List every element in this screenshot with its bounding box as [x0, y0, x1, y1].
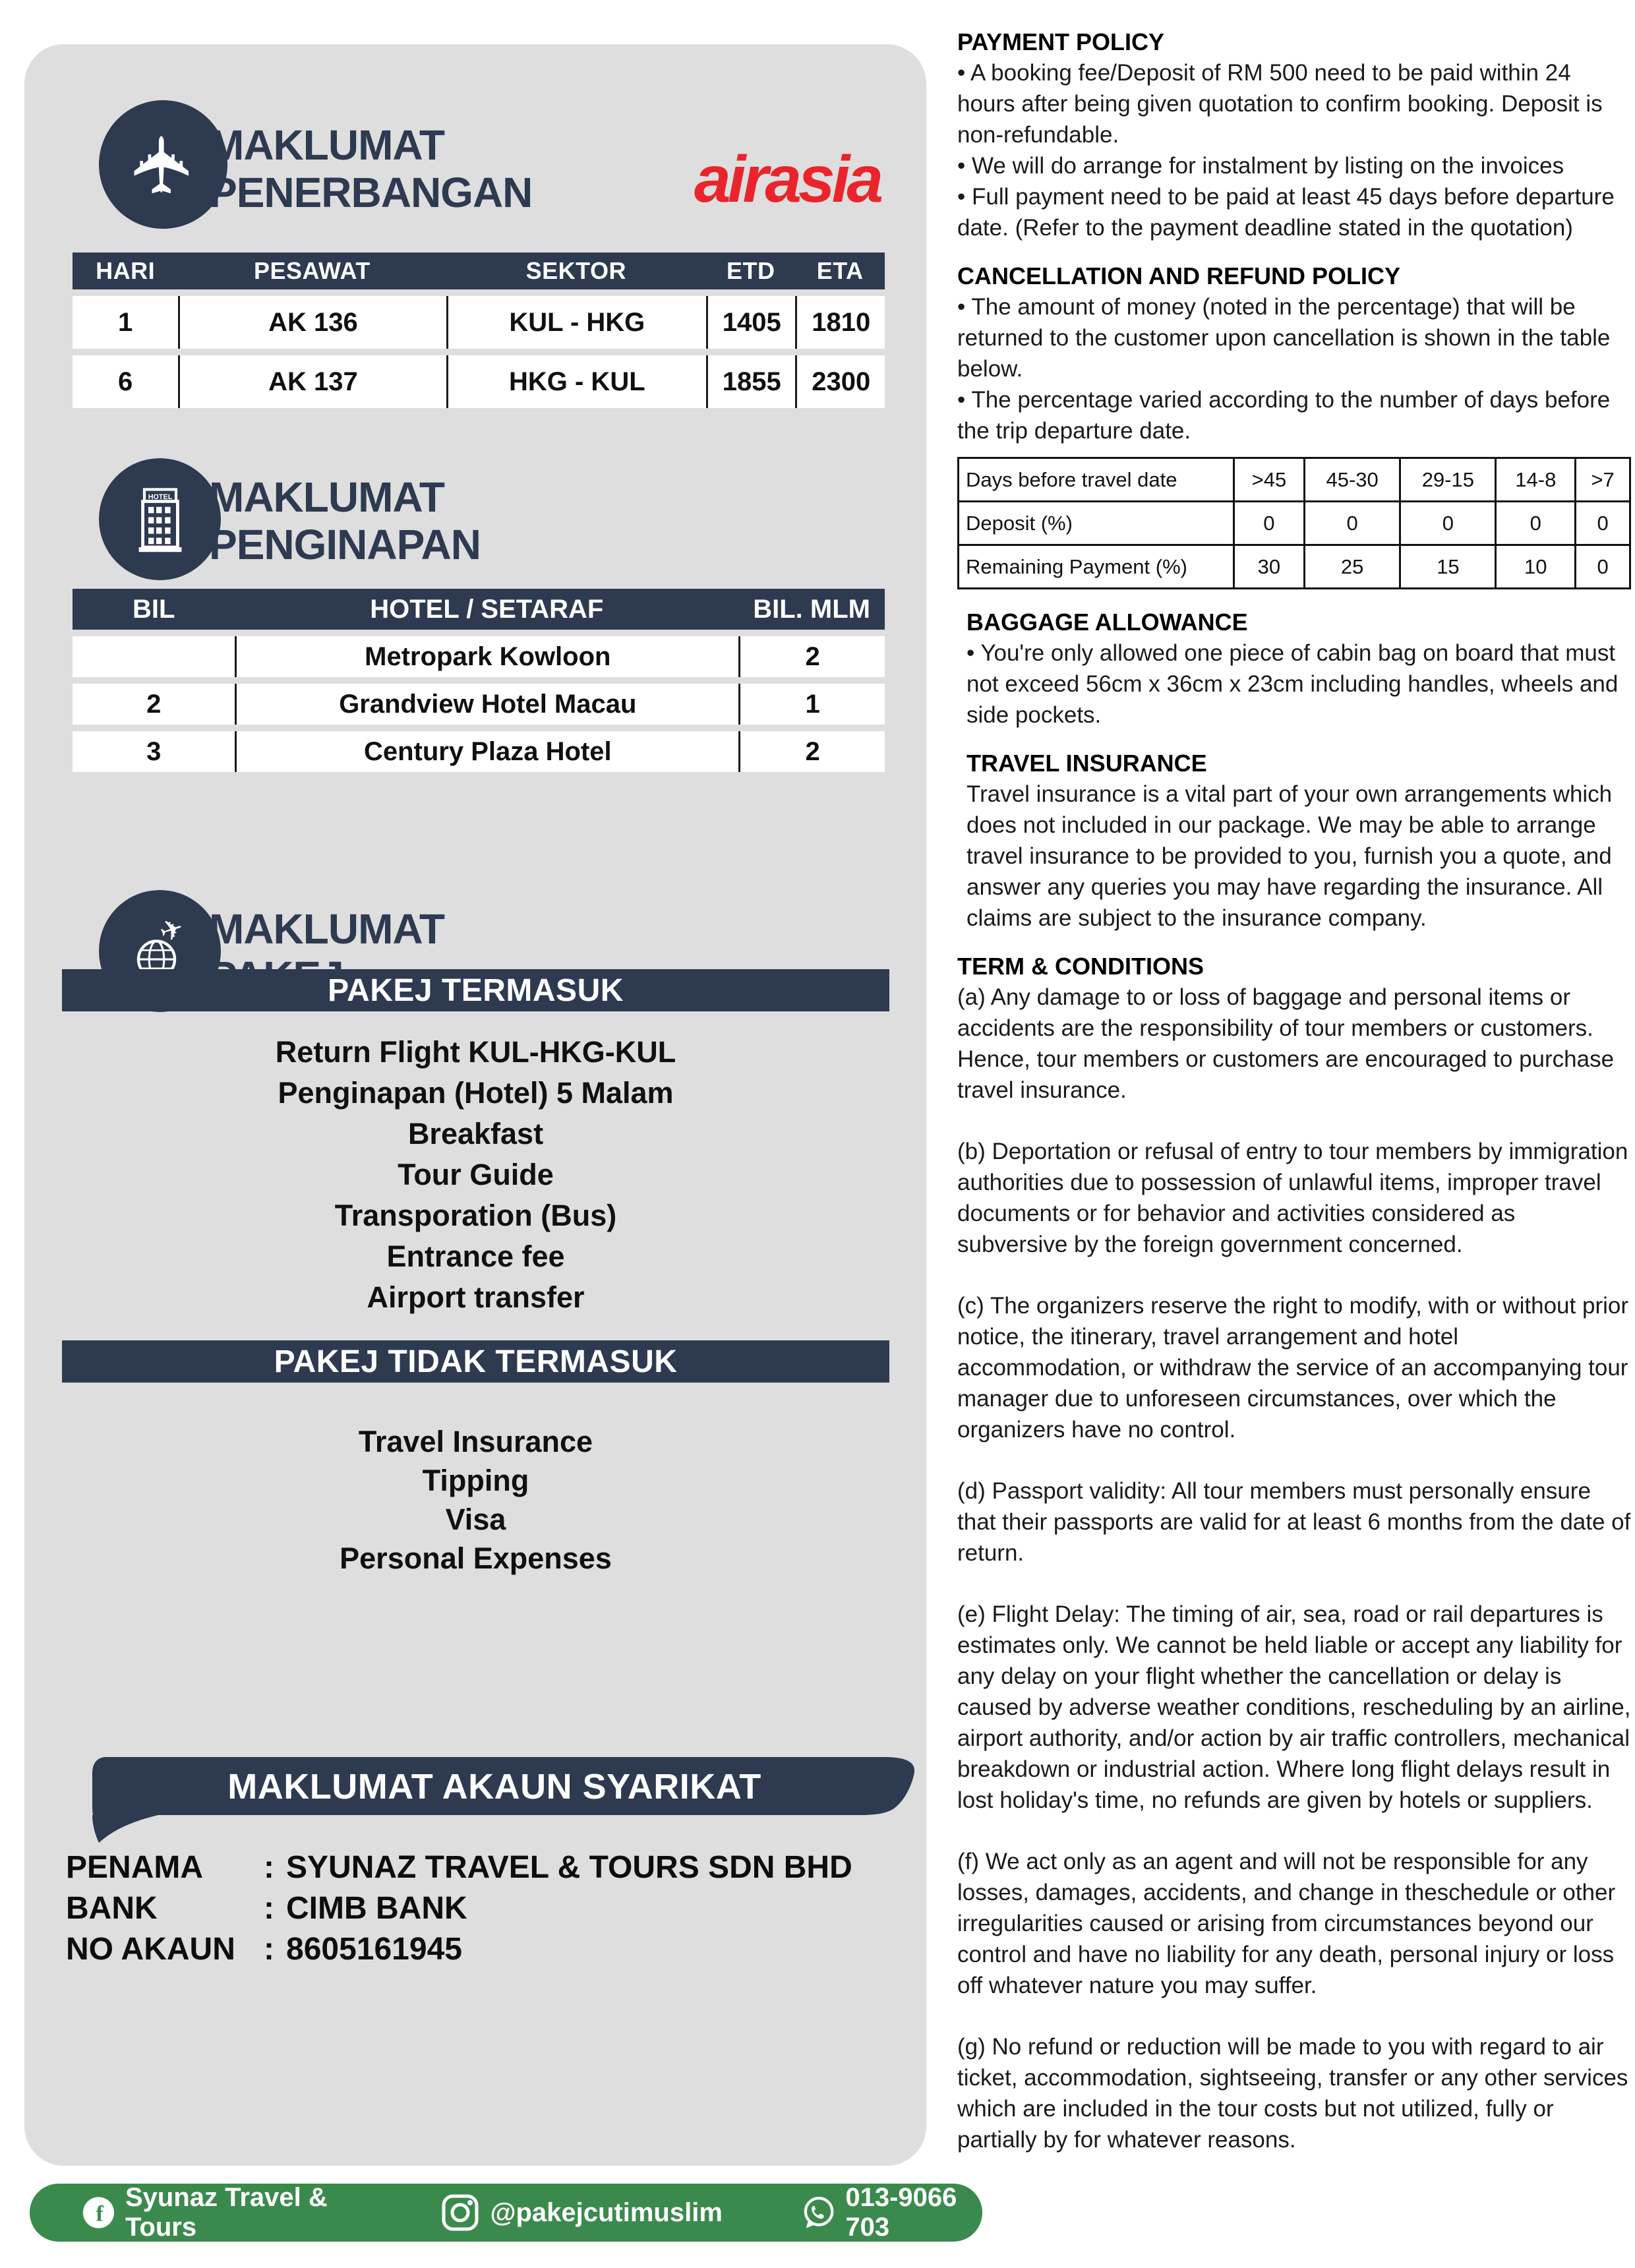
table-cell: 30 — [1234, 545, 1304, 589]
baggage-allowance-section — [957, 607, 1631, 731]
hotel-cell: Metropark Kowloon — [235, 636, 738, 677]
hotel-row — [73, 684, 885, 725]
table-cell: 0 — [1400, 502, 1496, 545]
table-row — [959, 458, 1630, 502]
flight-header-eta: ETA — [816, 257, 864, 284]
list-item: Travel Insurance — [358, 1425, 593, 1458]
policy-text: Travel insurance is a vital part of your own arrangements which does not included in our package. We may be able to arrange travel insurance to be provided to you, furnish you a quote, and answer any queries you may have regarding the insurance. All claims are subject to the insurance company. — [966, 781, 1613, 931]
hotel-cell: 2 — [146, 689, 162, 719]
hotel-cell: Grandview Hotel Macau — [235, 684, 738, 725]
account-separator: : — [264, 1850, 274, 1885]
flight-row — [73, 355, 885, 408]
account-value: 8605161945 — [286, 1932, 462, 1967]
hotel-row — [73, 636, 885, 677]
flight-cell: KUL - HKG — [446, 296, 706, 349]
section-heading: PAYMENT POLICY — [957, 28, 1165, 55]
package-included-banner: PAKEJ TERMASUK — [62, 969, 889, 1011]
svg-text:HOTEL: HOTEL — [148, 492, 172, 501]
terms-paragraph: (d) Passport validity: All tour members must personally ensure that their passports are valid for at least 6 months from the date of return. — [957, 1478, 1631, 1566]
flight-table-header — [73, 253, 885, 289]
table-cell: >7 — [1576, 458, 1630, 502]
cancellation-table — [957, 457, 1631, 589]
hotel-row — [73, 731, 885, 772]
account-value: SYUNAZ TRAVEL & TOURS SDN BHD — [286, 1850, 852, 1885]
svg-text:f: f — [96, 2201, 104, 2226]
account-separator: : — [264, 1891, 274, 1926]
table-cell: 0 — [1576, 545, 1630, 589]
package-excluded-list — [62, 1422, 889, 1578]
terms-paragraph: (f) We act only as an agent and will not be responsible for any losses, damages, accidents, and change in theschedule or other irregularities caused or arising from circumstances beyond our control and have no liability for any death, personal injury or loss off whatever nature you may suffer. — [957, 1849, 1616, 1998]
airplane-icon: ✈ — [99, 100, 227, 229]
table-cell: 29-15 — [1400, 458, 1496, 502]
table-cell: 45-30 — [1305, 458, 1400, 502]
table-cell: 0 — [1305, 502, 1400, 545]
list-item: Tour Guide — [398, 1158, 554, 1191]
left-panel — [24, 44, 926, 2166]
terms-paragraph: (b) Deportation or refusal of entry to tour members by immigration authorities due to possession of unlawful items, improper travel documents or for behavior and activities considered as subversive by the foreign government concerned. — [957, 1139, 1628, 1257]
policy-text: • You're only allowed one piece of cabin bag on board that must not exceed 56cm x 36cm x 23cm including handles, wheels and side pockets. — [966, 640, 1619, 728]
policies-column — [957, 26, 1631, 2172]
facebook-icon — [82, 2193, 115, 2232]
flight-title-line2: PENERBANGAN — [209, 168, 533, 216]
policy-text: • We will do arrange for instalment by listing on the invoices — [957, 153, 1564, 179]
package-included-list — [62, 1032, 889, 1318]
hotel-cell: Century Plaza Hotel — [235, 731, 738, 772]
account-separator: : — [264, 1932, 274, 1967]
table-row — [959, 545, 1630, 589]
footer-social-bar — [30, 2184, 982, 2242]
table-cell: Days before travel date — [959, 458, 1234, 502]
account-row — [66, 1929, 916, 1970]
hotel-header-name: HOTEL / SETARAF — [370, 594, 604, 624]
table-cell: 15 — [1400, 545, 1496, 589]
policy-text: • The amount of money (noted in the percentage) that will be returned to the customer upon cancellation is shown in the table below. — [957, 294, 1611, 382]
list-item: Penginapan (Hotel) 5 Malam — [278, 1076, 674, 1110]
hotel-header-bilmlm: BIL. MLM — [753, 594, 870, 624]
flight-header-pesawat: PESAWAT — [254, 257, 371, 284]
table-cell: >45 — [1234, 458, 1304, 502]
table-cell: 0 — [1576, 502, 1630, 545]
payment-policy-section — [957, 26, 1631, 243]
accommodation-section-title — [209, 474, 481, 568]
flight-cell: 2300 — [795, 355, 885, 408]
flight-header-etd: ETD — [726, 257, 775, 284]
flight-cell: 6 — [117, 367, 133, 396]
terms-paragraph: (a) Any damage to or loss of baggage and personal items or accidents are the responsibility of tour members or customers. Hence, tour members or customers are encouraged to purchase travel insurance. — [957, 984, 1615, 1103]
flight-header-hari: HARI — [96, 257, 156, 284]
table-cell: Deposit (%) — [959, 502, 1234, 545]
hotel-table-header — [73, 589, 885, 630]
policy-text: • The percentage varied according to the number of days before the trip departure date. — [957, 387, 1611, 444]
terms-paragraph: (g) No refund or reduction will be made to you with regard to air ticket, accommodation, sightseeing, transfer or any other services which are included in the tour costs but not utilized, fully or partially by for whatever reasons. — [957, 2034, 1628, 2153]
list-item: Transporation (Bus) — [334, 1199, 617, 1232]
flight-cell: 1855 — [706, 355, 796, 408]
table-cell: 0 — [1496, 502, 1576, 545]
instagram-item — [441, 2193, 722, 2232]
account-banner-title: MAKLUMAT AKAUN SYARIKAT — [227, 1767, 761, 1806]
list-item: Visa — [445, 1503, 506, 1536]
flight-cell: AK 136 — [178, 296, 446, 349]
flight-table — [73, 253, 885, 408]
flight-row — [73, 296, 885, 349]
accommodation-title-line1: MAKLUMAT — [209, 473, 444, 521]
account-label: NO AKAUN — [66, 1932, 235, 1967]
hotel-cell: 1 — [738, 684, 885, 725]
section-heading: CANCELLATION AND REFUND POLICY — [957, 262, 1400, 289]
whatsapp-icon — [802, 2193, 835, 2232]
flight-cell: 1405 — [706, 296, 796, 349]
flight-cell: 1810 — [795, 296, 885, 349]
package-title-line1: MAKLUMAT — [209, 905, 444, 953]
table-cell: 10 — [1496, 545, 1576, 589]
accommodation-title-line2: PENGINAPAN — [209, 520, 481, 568]
instagram-icon — [441, 2193, 479, 2232]
flight-cell: HKG - KUL — [446, 355, 706, 408]
policy-text: • Full payment need to be paid at least 45 days before departure date. (Refer to the payment deadline stated in the quotation) — [957, 184, 1615, 241]
terms-conditions-section — [957, 951, 1631, 2155]
table-cell: 25 — [1305, 545, 1400, 589]
list-item: Airport transfer — [367, 1280, 585, 1314]
policy-text: • A booking fee/Deposit of RM 500 need to be paid within 24 hours after being given quotation to confirm booking. Deposit is non-refundable. — [957, 60, 1603, 148]
account-banner — [73, 1757, 916, 1844]
hotel-cell: 2 — [738, 731, 885, 772]
list-item: Entrance fee — [386, 1239, 565, 1273]
account-row — [66, 1847, 916, 1888]
account-row — [66, 1888, 916, 1929]
account-value: CIMB BANK — [286, 1891, 467, 1926]
flight-section-title — [209, 122, 532, 216]
list-item: Personal Expenses — [340, 1541, 612, 1575]
hotel-table — [73, 589, 885, 772]
list-item: Return Flight KUL-HKG-KUL — [275, 1035, 676, 1069]
hotel-building-icon — [99, 458, 221, 580]
table-row — [959, 502, 1630, 545]
account-details — [66, 1847, 916, 1970]
hotel-header-bil: BIL — [132, 594, 175, 624]
travel-insurance-section — [957, 748, 1631, 934]
facebook-item — [82, 2183, 362, 2242]
section-heading: TERM & CONDITIONS — [957, 953, 1204, 980]
flight-cell: 1 — [117, 307, 133, 337]
whatsapp-number: 013-9066 703 — [845, 2183, 957, 2242]
whatsapp-item — [802, 2183, 982, 2242]
cancellation-policy-section — [957, 260, 1631, 589]
section-heading: TRAVEL INSURANCE — [966, 750, 1207, 777]
table-cell: 14-8 — [1496, 458, 1576, 502]
flight-title-line1: MAKLUMAT — [209, 121, 444, 169]
flight-cell: AK 137 — [178, 355, 446, 408]
account-label: BANK — [66, 1891, 158, 1926]
section-heading: BAGGAGE ALLOWANCE — [966, 609, 1248, 636]
list-item: Breakfast — [407, 1117, 544, 1150]
flight-header-sektor: SEKTOR — [525, 257, 626, 284]
svg-text:✈: ✈ — [156, 911, 189, 950]
facebook-handle: Syunaz Travel & Tours — [125, 2183, 328, 2242]
instagram-handle: @pakejcutimuslim — [490, 2197, 723, 2227]
list-item: Tipping — [422, 1464, 529, 1497]
terms-paragraph: (e) Flight Delay: The timing of air, sea, road or rail departures is estimates only. We cannot be held liable or accept any liability for any delay on your flight whether the cancellation or delay is caused by adverse weather conditions, rescheduling by an airline, airport authority, and/or action by air traffic controllers, mechanical breakdown or industrial action. Where long flight delays result in lost holiday's time, no refunds are given by hotels or suppliers. — [957, 1601, 1631, 1813]
airasia-logo: airasia — [694, 142, 880, 216]
hotel-cell: 2 — [738, 636, 885, 677]
hotel-cell — [73, 636, 235, 677]
package-excluded-banner: PAKEJ TIDAK TERMASUK — [62, 1340, 889, 1383]
account-label: PENAMA — [66, 1850, 204, 1885]
hotel-cell: 3 — [146, 736, 162, 766]
table-cell: 0 — [1234, 502, 1304, 545]
terms-paragraph: (c) The organizers reserve the right to modify, with or without prior notice, the itinerary, travel arrangement and hotel accommodation, or withdraw the service of an accompanying tour manager due to unforeseen circumstances, over which the organizers have no control. — [957, 1293, 1628, 1443]
table-cell: Remaining Payment (%) — [959, 545, 1234, 589]
